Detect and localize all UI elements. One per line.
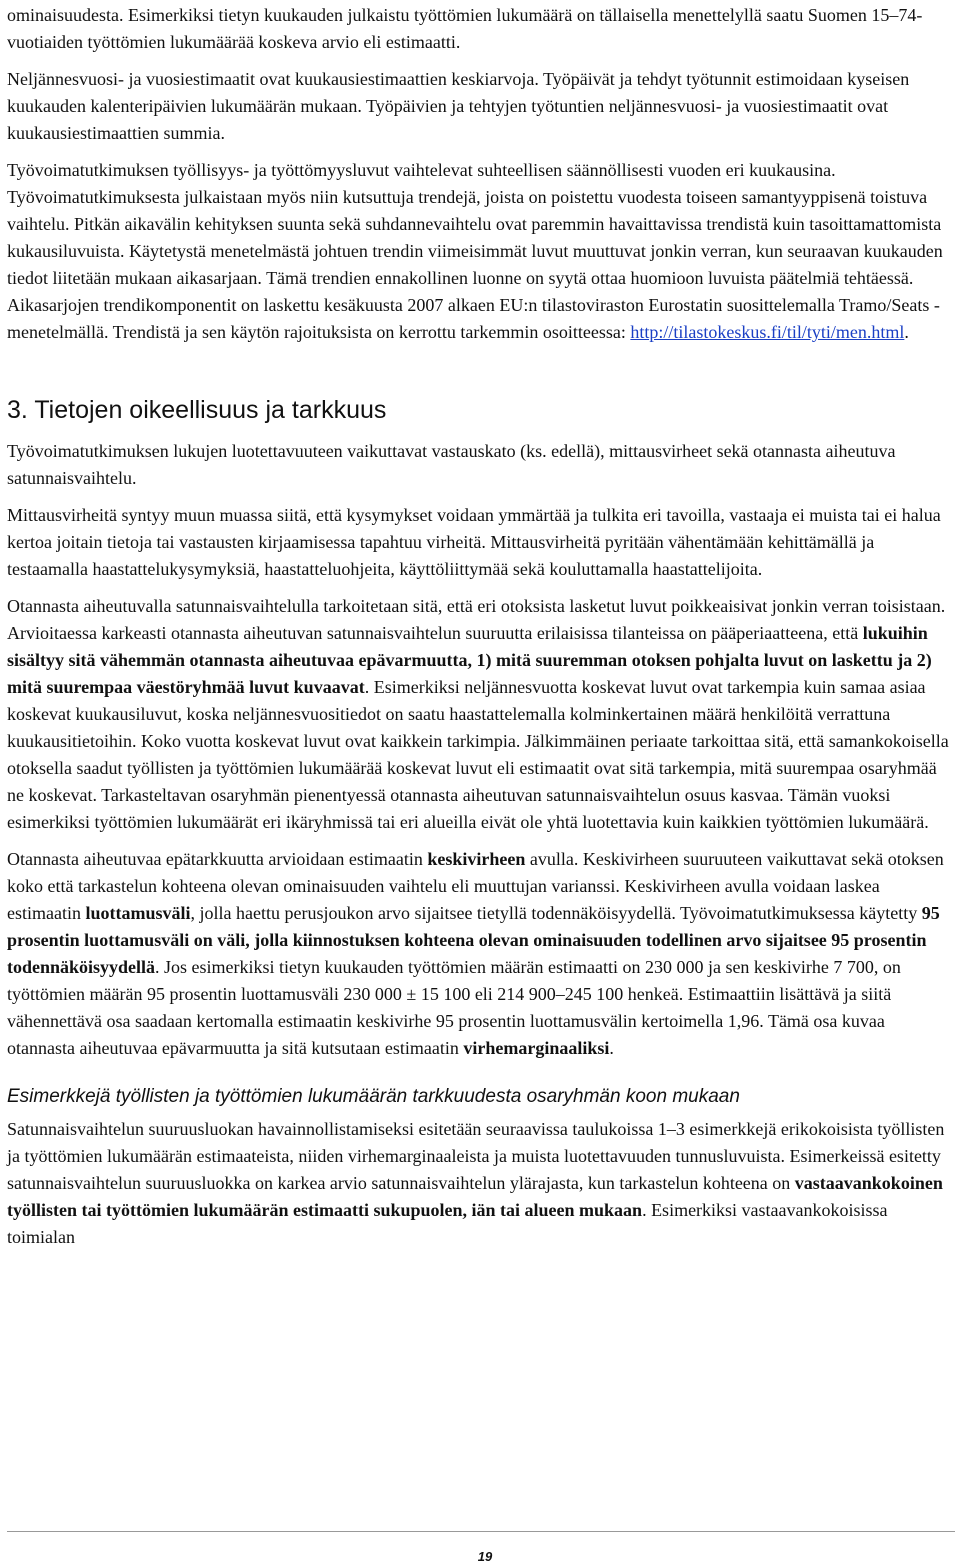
bold-comparable-estimate: vastaavankokoinen työllisten tai työttömien lukumäärän estimaatti sukupuolen, iän tai alueen mukaan bbox=[7, 1173, 943, 1220]
bold-term-margin-of-error: virhemarginaaliksi bbox=[463, 1038, 610, 1058]
methods-link[interactable]: http://tilastokeskus.fi/til/tyti/men.html bbox=[630, 322, 905, 342]
paragraph-examples: Satunnaisvaihtelun suuruusluokan havainnollistamiseksi esitetään seuraavissa taulukoissa 1–3 esimerkkejä erikokoisista työllisten ja työttömien lukumäärän estimaateista, niiden virhemarginaaleista ja muista luotettavuuden tunnusluvuista. Esimerkeissä esitetty satunnaisvaihtelun suuruusluokka on karkea arvio satunnaisvaihtelun ylärajasta, kun tarkastelun kohteena on vastaavankokoinen työllisten tai työttömien lukumäärän estimaatti sukupuolen, iän tai alueen mukaan. Esimerkiksi vastaavankokoisissa toimialan bbox=[7, 1119, 945, 1247]
bold-term-confidence-interval: luottamusväli bbox=[85, 903, 191, 923]
bold-principle: lukuihin sisältyy sitä vähemmän otannasta aiheutuvaa epävarmuutta, 1) mitä suuremman otoksen pohjalta luvut on laskettu ja 2) mitä suurempaa väestöryhmää luvut kuvaavat bbox=[7, 623, 932, 697]
paragraph-estimate-definition: ominaisuudesta. Esimerkiksi tietyn kuukauden julkaistu työttömien lukumäärä on tällaisella menettelyllä saatu Suomen 15–74-vuotiaiden työttömien lukumäärää koskeva arvio eli estimaatti. bbox=[7, 5, 923, 52]
paragraph-quarterly-estimates: Neljännesvuosi- ja vuosiestimaatit ovat kuukausiestimaattien keskiarvoja. Työpäivät ja tehdyt työtunnit estimoidaan kyseisen kuukauden kalenteripäivien lukumäärän mukaan. Työpäivien ja tehtyjen työtuntien neljännesvuosi- ja vuosiestimaatit ovat kuukausiestimaattien summia. bbox=[7, 69, 910, 143]
paragraph-measurement-errors: Mittausvirheitä syntyy muun muassa siitä, että kysymykset voidaan ymmärtää ja tulkita eri tavoilla, vastaaja ei muista tai ei halua kertoa joitain tietoja tai vastausten kirjaamisessa tapahtuu virheitä. Mittausvirheitä pyritään vähentämään kehittämällä ja testaamalla haastattelukysymyksiä, haastatteluohjeita, käyttöliittymää sekä kouluttamalla haastattelijoita. bbox=[7, 505, 941, 579]
subsection-heading: Esimerkkejä työllisten ja työttömien lukumäärän tarkkuudesta osaryhmän koon mukaan bbox=[7, 1086, 740, 1107]
document-page bbox=[7, 0, 955, 1251]
paragraph-sampling-variation: Otannasta aiheutuvalla satunnaisvaihtelulla tarkoitetaan sitä, että eri otoksista lasketut luvut poikkeaisivat jonkin verran toisistaan. Arvioitaessa karkeasti otannasta aiheutuvan satunnaisvaihtelun suuruutta erilaisissa tilanteissa on pääperiaatteena, että lukuihin sisältyy sitä vähemmän otannasta aiheutuvaa epävarmuutta, 1) mitä suuremman otoksen pohjalta luvut on laskettu ja 2) mitä suurempaa väestöryhmää luvut kuvaavat. Esimerkiksi neljännesvuotta koskevat luvut ovat tarkempia kuin samaa asiaa koskevat kuukausiluvut, koska neljännesvuositiedot on saatu haastattelemalla kolminkertainen määrä henkilöitä verrattuna kuukausitietoihin. Koko vuotta koskevat luvut ovat kaikkein tarkimpia. Jälkimmäinen periaate tarkoittaa sitä, että samankokoisella otoksella saadut työllisten ja työttömien lukumäärää koskevat luvut eli estimaatit ovat sitä tarkempia, mitä suurempaa osaryhmää ne koskevat. Tarkasteltavan osaryhmän pienentyessä otannasta aiheutuvan satunnaisvaihtelun osuus kasvaa. Tämän vuoksi esimerkiksi työttömien lukumäärät eri ikäryhmissä tai eri alueilla eivät ole yhtä luotettavia kuin kaikkien työttömien lukumäärä. bbox=[7, 596, 949, 832]
bold-term-standard-error: keskivirheen bbox=[427, 849, 526, 869]
paragraph-trends: Työvoimatutkimuksen työllisyys- ja työttömyysluvut vaihtelevat suhteellisen säännöllisesti vuoden eri kuukausina. Työvoimatutkimuksesta julkaistaan myös niin kutsuttuja trendejä, joista on poistettu vuodesta toiseen samantyyppisenä toistuva vaihtelu. Pitkän aikavälin kehityksen suunta sekä suhdannevaihtelu ovat paremmin havaittavissa trendistä kuin tasoittamattomista kukausiluvuista. Käytetystä menetelmästä johtuen trendin viimeisimmät luvut muuttuvat jonkin verran, kun seuraavan kuukauden tiedot liitetään mukaan aikasarjaan. Tämä trendien ennakollinen luonne on syytä ottaa huomioon luvuista päätelmiä tehtäessä. Aikasarjojen trendikomponentit on laskettu kesäkuusta 2007 alkaen EU:n tilastoviraston Eurostatin suosittelemalla Tramo/Seats -menetelmällä. Trendistä ja sen käytön rajoituksista on kerrottu tarkemmin osoitteessa: http://tilastokeskus.fi/til/tyti/men.html. bbox=[7, 160, 943, 342]
bold-definition-95-interval: 95 prosentin luottamusväli on väli, jolla kiinnostuksen kohteena olevan ominaisuuden todellinen arvo sijaitsee 95 prosentin todennäköisyydellä bbox=[7, 903, 940, 977]
page-number: 19 bbox=[477, 1549, 493, 1564]
paragraph-reliability-intro: Työvoimatutkimuksen lukujen luotettavuuteen vaikuttavat vastauskato (ks. edellä), mittausvirheet sekä otannasta aiheutuva satunnaisvaihtelu. bbox=[7, 441, 896, 488]
section-3-heading: 3. Tietojen oikeellisuus ja tarkkuus bbox=[7, 396, 387, 424]
paragraph-standard-error: Otannasta aiheutuvaa epätarkkuutta arvioidaan estimaatin keskivirheen avulla. Keskivirheen suuruuteen vaikuttavat sekä otoksen koko että tarkastelun kohteena olevan ominaisuuden vaihtelu eli muuttujan varianssi. Keskivirheen avulla voidaan laskea estimaatin luottamusväli, jolla haettu perusjoukon arvo sijaitsee tietyllä todennäköisyydellä. Työvoimatutkimuksessa käytetty 95 prosentin luottamusväli on väli, jolla kiinnostuksen kohteena olevan ominaisuuden todellinen arvo sijaitsee 95 prosentin todennäköisyydellä. Jos esimerkiksi tietyn kuukauden työttömien määrän estimaatti on 230 000 ja sen keskivirhe 7 700, on työttömien määrän 95 prosentin luottamusväli 230 000 ± 15 100 eli 214 900–245 100 henkeä. Estimaattiin lisättävä ja siitä vähennettävä osa saadaan kertomalla estimaatin keskivirhe 95 prosentin luottamusvälin kertoimella 1,96. Tämä osa kuvaa otannasta aiheutuvaa epävarmuutta ja sitä kutsutaan estimaatin virhemarginaaliksi. bbox=[7, 849, 944, 1058]
footer-divider bbox=[7, 1531, 955, 1532]
